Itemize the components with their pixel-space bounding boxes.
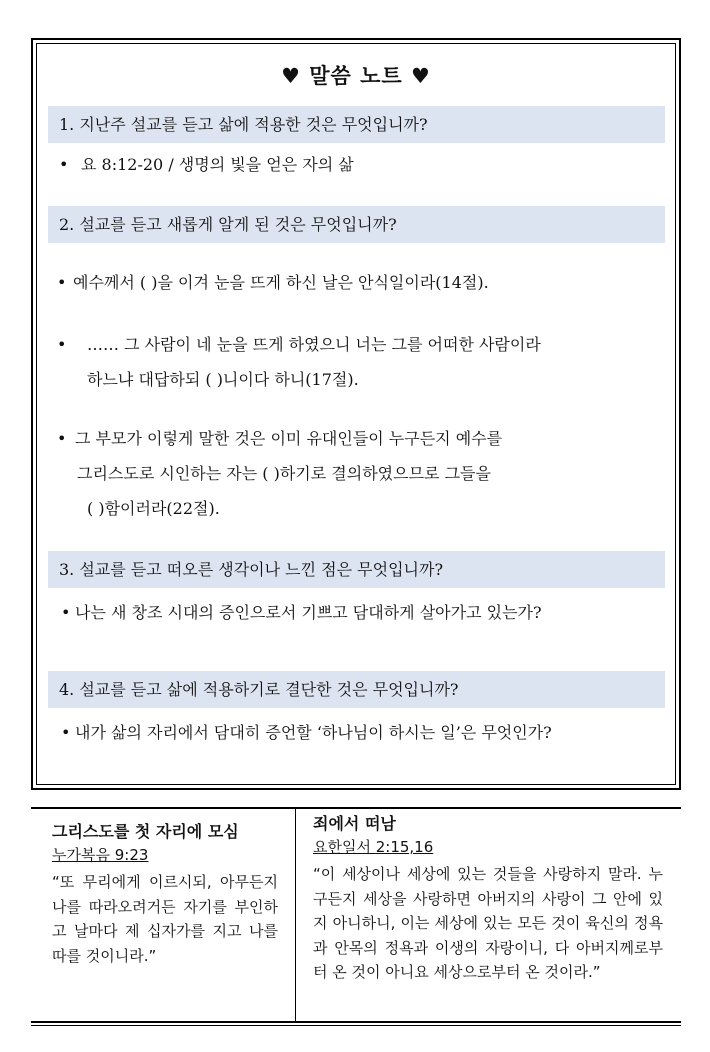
fill-in-item-3-line-2: 그리스도로 시인하는 자는 ( )하기로 결의하였으므로 그들을 bbox=[77, 464, 491, 483]
verse-text: “또 무리에게 이르시되, 아무든지 나를 따라오려거든 자기를 부인하고 날마다 제 십자가를 지고 나를 따를 것이니라.” bbox=[52, 873, 278, 965]
bullet: • bbox=[57, 335, 67, 354]
sermon-note-box bbox=[31, 38, 681, 790]
bullet: • bbox=[57, 429, 67, 448]
answer-4 bbox=[61, 720, 552, 743]
verse-table-bottom-rule-thin bbox=[31, 1025, 681, 1026]
verse-table-bottom-rule bbox=[31, 1021, 681, 1023]
verse-card-left bbox=[52, 820, 278, 968]
question-4: 4. 설교를 듣고 삶에 적용하기로 결단한 것은 무엇입니까? bbox=[48, 671, 665, 708]
verse-card-right bbox=[313, 812, 663, 985]
answer-4-text: 내가 삶의 자리에서 담대히 증언할 ‘하나님이 하시는 일’은 무엇인가? bbox=[75, 723, 552, 742]
verse-table-divider bbox=[295, 809, 296, 1021]
verse-text: “이 세상이나 세상에 있는 것들을 사랑하지 말라. 누구든지 세상을 사랑하면 아버지의 사랑이 그 안에 있지 아니하니, 이는 세상에 있는 모든 것이 육신의 정욕과 안목의 정욕과 이생의 자랑이니, 다 아버지께로부터 온 것이 아니요 세상으로부터 온 것이라.” bbox=[313, 865, 663, 981]
verse-reference: 요한일서 2:15,16 bbox=[313, 838, 434, 856]
note-title: ♥ 말씀 노트 ♥ bbox=[281, 64, 431, 88]
verse-heading: 죄에서 떠남 bbox=[313, 814, 396, 833]
bullet: • bbox=[61, 723, 71, 742]
bullet: • bbox=[59, 155, 69, 174]
answer-3-text: 나는 새 창조 시대의 증인으로서 기쁘고 담대하게 살아가고 있는가? bbox=[75, 603, 542, 622]
fill-in-item-2-line-1 bbox=[57, 332, 541, 355]
fill-in-item-1-text: 예수께서 ( )을 이겨 눈을 뜨게 하신 날은 안식일이라(14절). bbox=[73, 273, 489, 292]
fill-in-item-3-line-1 bbox=[57, 426, 502, 449]
question-3: 3. 설교를 듣고 떠오른 생각이나 느낀 점은 무엇입니까? bbox=[48, 551, 665, 588]
fill-in-item-2-line-2: 하느냐 대답하되 ( )니이다 하니(17절). bbox=[87, 370, 359, 389]
answer-1-text: 요 8:12-20 / 생명의 빛을 얻은 자의 삶 bbox=[81, 155, 354, 174]
bullet: • bbox=[57, 273, 67, 292]
fill-in-item-2-line-1-text: …… 그 사람이 네 눈을 뜨게 하였으니 너는 그를 어떠한 사람이라 bbox=[87, 335, 541, 354]
verse-heading: 그리스도를 첫 자리에 모심 bbox=[52, 822, 239, 841]
verse-reference: 누가복음 9:23 bbox=[52, 846, 149, 864]
sermon-note-inner-border bbox=[36, 43, 676, 785]
fill-in-item-1 bbox=[57, 270, 489, 293]
answer-1 bbox=[59, 152, 354, 175]
fill-in-item-3-line-1-text: 그 부모가 이렇게 말한 것은 이미 유대인들이 누구든지 예수를 bbox=[75, 429, 503, 448]
verse-table-top-rule bbox=[31, 807, 681, 809]
question-1: 1. 지난주 설교를 듣고 삶에 적용한 것은 무엇입니까? bbox=[48, 106, 665, 143]
answer-3 bbox=[61, 600, 542, 623]
question-2: 2. 설교를 듣고 새롭게 알게 된 것은 무엇입니까? bbox=[48, 206, 665, 243]
fill-in-item-3-line-3: ( )함이러라(22절). bbox=[87, 499, 220, 518]
bullet: • bbox=[61, 603, 71, 622]
